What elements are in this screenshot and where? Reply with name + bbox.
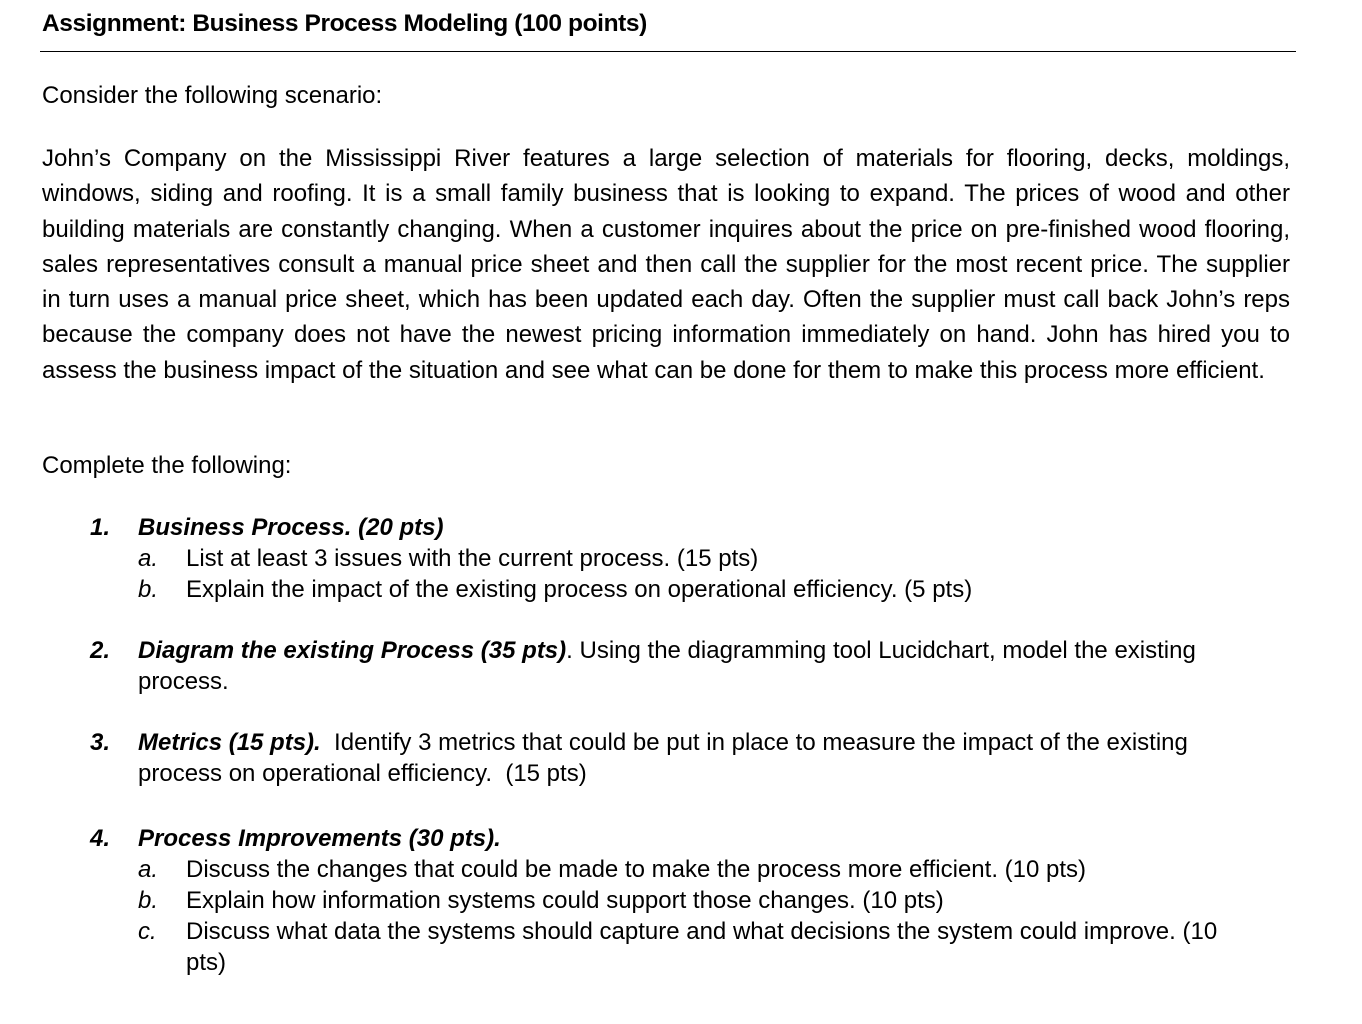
subtask-letter: a. (138, 545, 159, 572)
task-number: 4. (90, 825, 111, 852)
subtask-letter: a. (138, 856, 159, 883)
subtask-text: Explain the impact of the existing process on operational efficiency. (5 pts) (186, 576, 973, 603)
task-text: . Using the diagramming tool Lucidchart, model the existing process. (138, 637, 1196, 695)
title-underline (40, 51, 1296, 52)
subtask-text: Discuss the changes that could be made to make the process more efficient. (10 pts) (186, 856, 1087, 883)
task-heading: Business Process. (20 pts) (138, 514, 444, 541)
task-number: 2. (90, 637, 111, 664)
subtask-1b (138, 574, 1250, 605)
task-heading: Diagram the existing Process (35 pts) (138, 637, 567, 664)
task-heading: Process Improvements (30 pts). (138, 825, 501, 852)
assignment-title: Assignment: Business Process Modeling (100 points) (42, 10, 647, 37)
task-3 (90, 727, 1250, 789)
subtask-letter: b. (138, 887, 159, 914)
intro-text: Consider the following scenario: (42, 82, 383, 109)
scenario-paragraph: John’s Company on the Mississippi River features a large selection of materials for flooring, decks, moldings, windows, siding and roofing. It is a small family business that is looking to expand. The prices of wood and other building materials are constantly changing. When a customer inquires about the price on pre-finished wood flooring, sales representatives consult a manual price sheet and then call the supplier for the most recent price. The supplier in turn uses a manual price sheet, which has been updated each day. Often the supplier must call back John’s reps because the company does not have the newest pricing information immediately on hand. John has hired you to assess the business impact of the situation and see what can be done for them to make this process more efficient. (42, 145, 1290, 384)
task-text: Identify 3 metrics that could be put in place to measure the impact of the existing process on operational efficiency. (15 pts) (138, 729, 1195, 787)
subtask-letter: b. (138, 576, 159, 603)
task-number: 1. (90, 514, 111, 541)
task-number: 3. (90, 729, 111, 756)
subtask-4a (138, 854, 1250, 885)
subtask-text: List at least 3 issues with the current process. (15 pts) (186, 545, 759, 572)
complete-label: Complete the following: (42, 452, 292, 479)
task-4 (90, 823, 1250, 978)
subtask-4b (138, 885, 1250, 916)
subtask-1a (138, 543, 1250, 574)
task-heading: Metrics (15 pts). (138, 729, 321, 756)
subtask-text: Explain how information systems could support those changes. (10 pts) (186, 887, 944, 914)
task-2 (90, 635, 1250, 697)
task-1 (90, 512, 1250, 605)
subtask-letter: c. (138, 918, 157, 945)
subtask-text: Discuss what data the systems should capture and what decisions the system could improve. (10 pts) (186, 918, 1218, 976)
subtask-4c (138, 916, 1250, 978)
